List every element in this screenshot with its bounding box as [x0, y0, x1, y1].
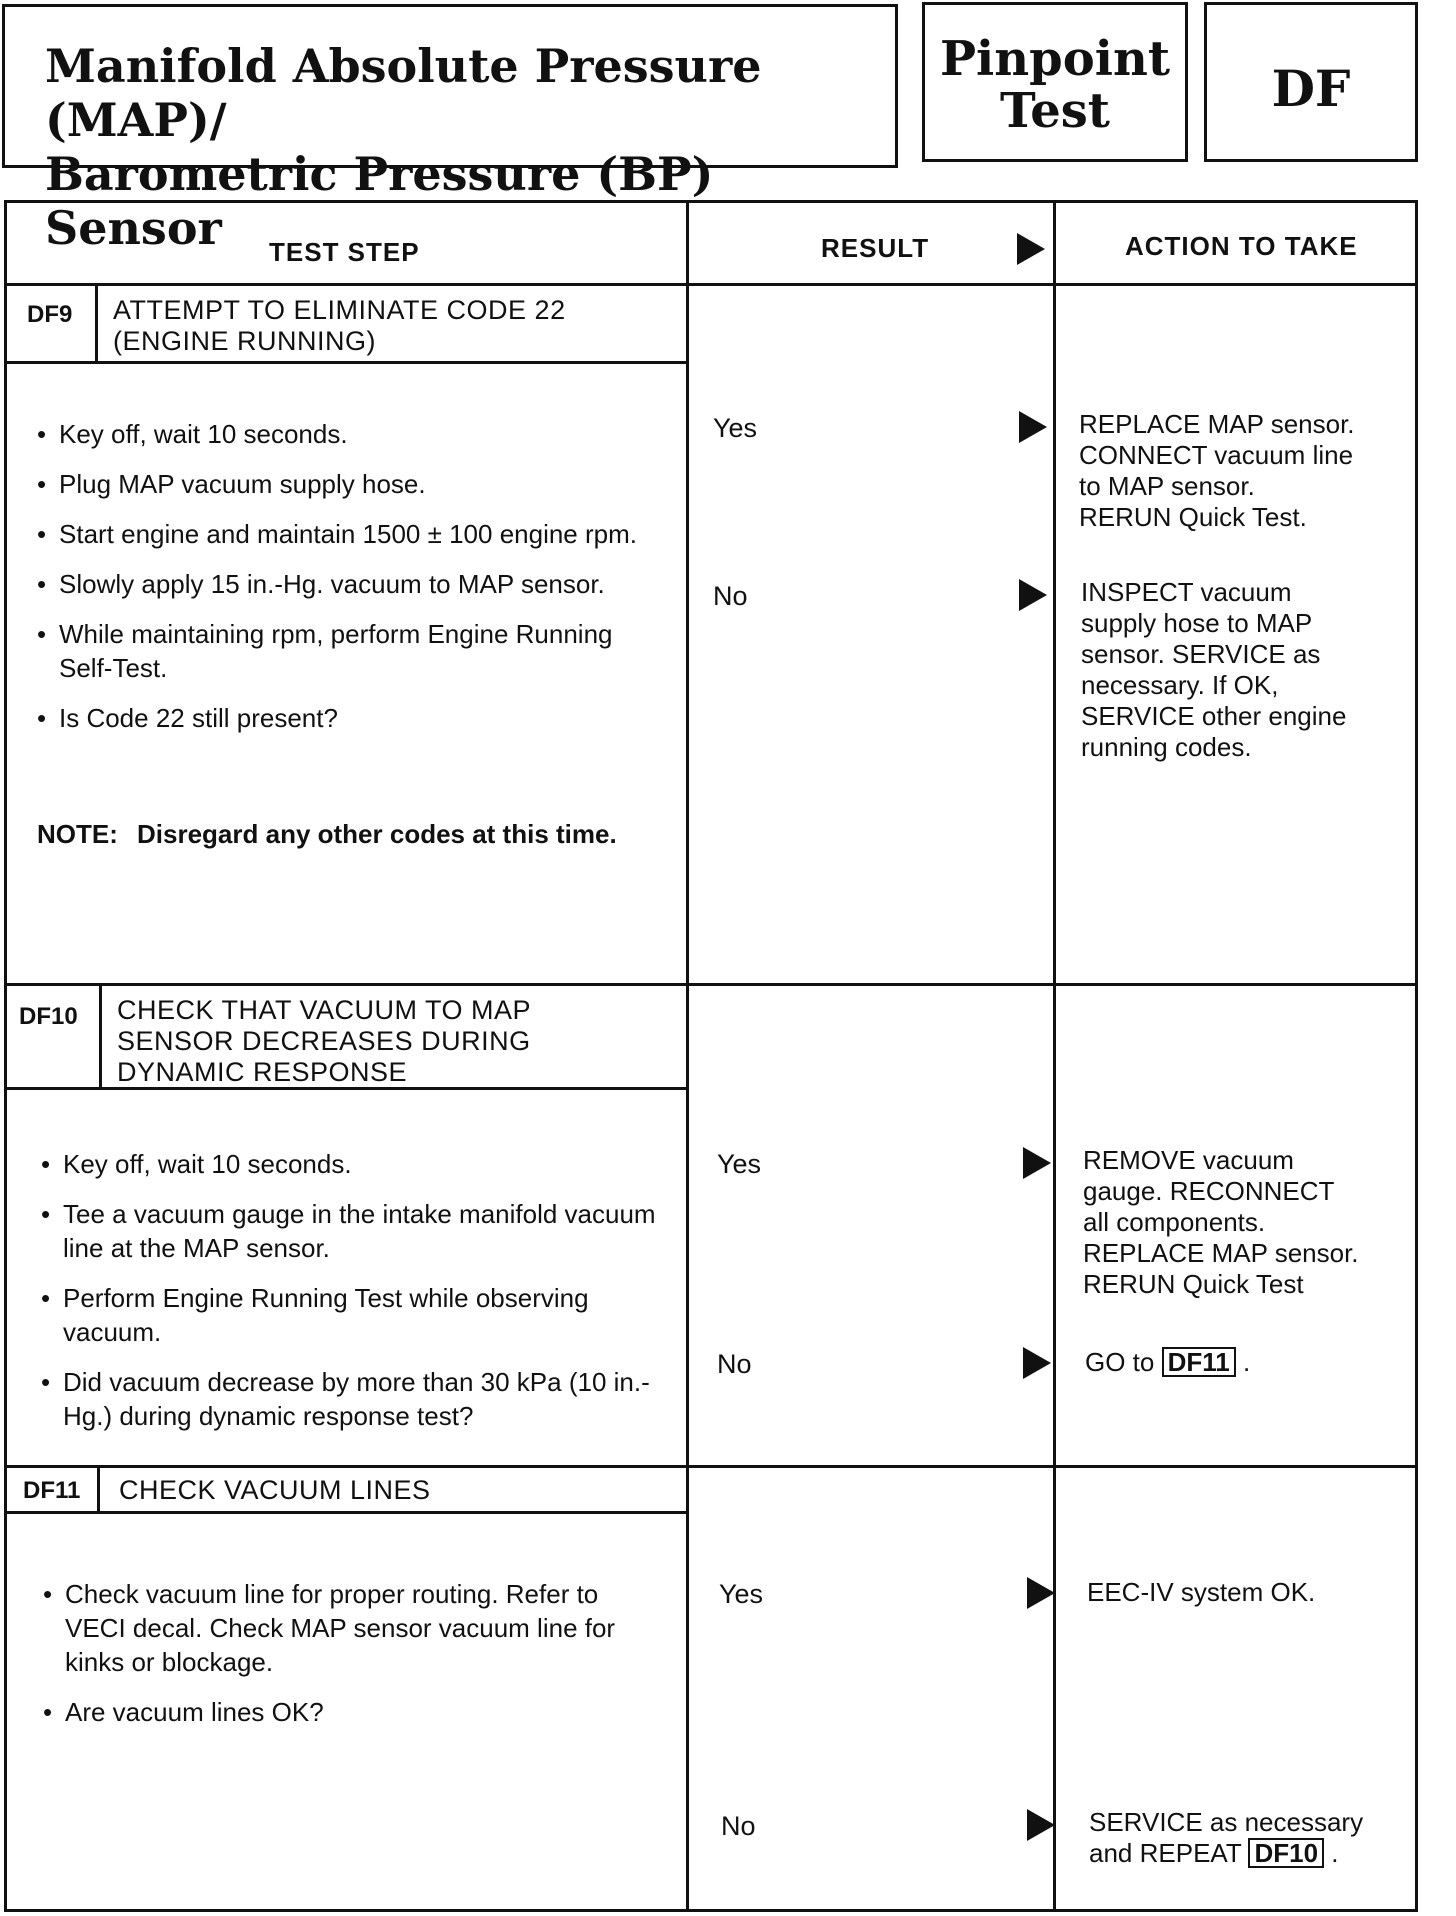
step-code: DF11 — [23, 1477, 81, 1504]
step-title-underline — [7, 1511, 687, 1514]
list-item: • Is Code 22 still present? — [37, 701, 667, 735]
step-title — [113, 295, 566, 357]
step-title-line: CHECK THAT VACUUM TO MAP — [117, 995, 532, 1025]
test-code-box — [1204, 2, 1418, 162]
test-code: DF — [1271, 59, 1351, 118]
header-action: ACTION TO TAKE — [1125, 231, 1358, 261]
row-divider — [7, 983, 1415, 986]
pinpoint-label — [925, 33, 1185, 137]
list-item: • Slowly apply 15 in.-Hg. vacuum to MAP sensor. — [37, 567, 667, 601]
note-text: Disregard any other codes at this time. — [137, 819, 617, 849]
action-suffix: . — [1242, 1347, 1251, 1377]
result-yes: Yes — [717, 1149, 762, 1179]
title-line-1: Manifold Absolute Pressure (MAP)/ — [45, 39, 762, 147]
code-divider — [95, 285, 98, 363]
header-test-step: TEST STEP — [269, 237, 420, 267]
action-line: SERVICE as necessary — [1089, 1807, 1364, 1837]
step-title-line: SENSOR DECREASES DURING — [117, 1026, 531, 1056]
action-text — [1085, 1347, 1250, 1378]
result-yes: Yes — [713, 413, 758, 443]
code-divider — [99, 985, 102, 1089]
step-reference-df11[interactable]: DF11 — [1162, 1347, 1236, 1377]
note-label: NOTE: — [37, 819, 118, 849]
title-line-2: Barometric Pressure (BP) Sensor — [45, 147, 714, 255]
action-text — [1079, 409, 1355, 533]
step-code: DF10 — [19, 1003, 78, 1030]
code-divider — [97, 1467, 100, 1513]
header-divider — [7, 283, 1415, 286]
action-text — [1089, 1807, 1363, 1869]
pinpoint-table — [4, 200, 1418, 1912]
step-instructions — [37, 417, 667, 751]
step-code: DF9 — [27, 301, 73, 328]
list-item: • Key off, wait 10 seconds. — [41, 1147, 671, 1181]
action-line: SERVICE other engine — [1081, 701, 1347, 731]
action-line: necessary. If OK, — [1081, 670, 1279, 700]
action-text — [1083, 1145, 1359, 1300]
action-line: running codes. — [1081, 732, 1252, 762]
action-line: RERUN Quick Test. — [1079, 502, 1307, 532]
action-line: REMOVE vacuum — [1083, 1145, 1294, 1175]
result-yes: Yes — [719, 1579, 764, 1609]
step-instructions — [43, 1577, 663, 1745]
action-line: supply hose to MAP — [1081, 608, 1313, 638]
list-item: • Are vacuum lines OK? — [43, 1695, 663, 1729]
arrow-icon — [1027, 1577, 1055, 1609]
list-item: • Start engine and maintain 1500 ± 100 engine rpm. — [37, 517, 667, 551]
pinpoint-line-2: Test — [1000, 83, 1110, 139]
list-item: • Perform Engine Running Test while observing vacuum. — [41, 1281, 671, 1349]
arrow-icon — [1027, 1809, 1055, 1841]
list-item: • Plug MAP vacuum supply hose. — [37, 467, 667, 501]
arrow-icon — [1023, 1347, 1051, 1379]
pinpoint-line-1: Pinpoint — [939, 31, 1171, 87]
action-suffix: . — [1331, 1838, 1339, 1868]
action-line: CONNECT vacuum line — [1079, 440, 1354, 470]
step-title-underline — [7, 361, 687, 364]
step-title — [117, 995, 531, 1088]
action-line: all components. — [1083, 1207, 1266, 1237]
step-title-line: (ENGINE RUNNING) — [113, 326, 376, 356]
arrow-icon — [1019, 411, 1047, 443]
step-title-line: ATTEMPT TO ELIMINATE CODE 22 — [113, 295, 566, 325]
pinpoint-test-box — [922, 2, 1188, 162]
list-item: • Key off, wait 10 seconds. — [37, 417, 667, 451]
action-line — [1089, 1838, 1363, 1869]
action-prefix: and REPEAT — [1089, 1838, 1242, 1868]
action-line: REPLACE MAP sensor. — [1083, 1238, 1359, 1268]
action-line: INSPECT vacuum — [1081, 577, 1292, 607]
action-prefix: GO to — [1085, 1347, 1155, 1377]
step-title — [119, 1475, 431, 1506]
step-title-line: DYNAMIC RESPONSE — [117, 1057, 408, 1087]
step-title-line: CHECK VACUUM LINES — [119, 1475, 431, 1505]
result-no: No — [713, 581, 748, 611]
action-text — [1087, 1577, 1315, 1608]
column-divider-step — [686, 203, 689, 1909]
arrow-icon — [1023, 1147, 1051, 1179]
arrow-icon — [1017, 233, 1045, 265]
action-line: sensor. SERVICE as — [1081, 639, 1321, 669]
step-instructions — [41, 1147, 671, 1449]
header-result: RESULT — [821, 233, 930, 263]
column-divider-result — [1053, 203, 1056, 1909]
list-item: • While maintaining rpm, perform Engine Running Self-Test. — [37, 617, 667, 685]
list-item: • Did vacuum decrease by more than 30 kPa (10 in.-Hg.) during dynamic response test? — [41, 1365, 671, 1433]
arrow-icon — [1019, 579, 1047, 611]
action-text — [1081, 577, 1346, 763]
result-no: No — [717, 1349, 752, 1379]
list-item: • Tee a vacuum gauge in the intake manifold vacuum line at the MAP sensor. — [41, 1197, 671, 1265]
action-line: RERUN Quick Test — [1083, 1269, 1304, 1299]
result-no: No — [721, 1811, 756, 1841]
row-divider — [7, 1465, 1415, 1468]
action-line: gauge. RECONNECT — [1083, 1176, 1335, 1206]
list-item: • Check vacuum line for proper routing. Refer to VECI decal. Check MAP sensor vacuum line for kinks or blockage. — [43, 1577, 663, 1679]
action-line: EEC-IV system OK. — [1087, 1577, 1316, 1607]
action-line: REPLACE MAP sensor. — [1079, 409, 1355, 439]
step-reference-df10[interactable]: DF10 — [1248, 1838, 1324, 1868]
action-line: to MAP sensor. — [1079, 471, 1255, 501]
